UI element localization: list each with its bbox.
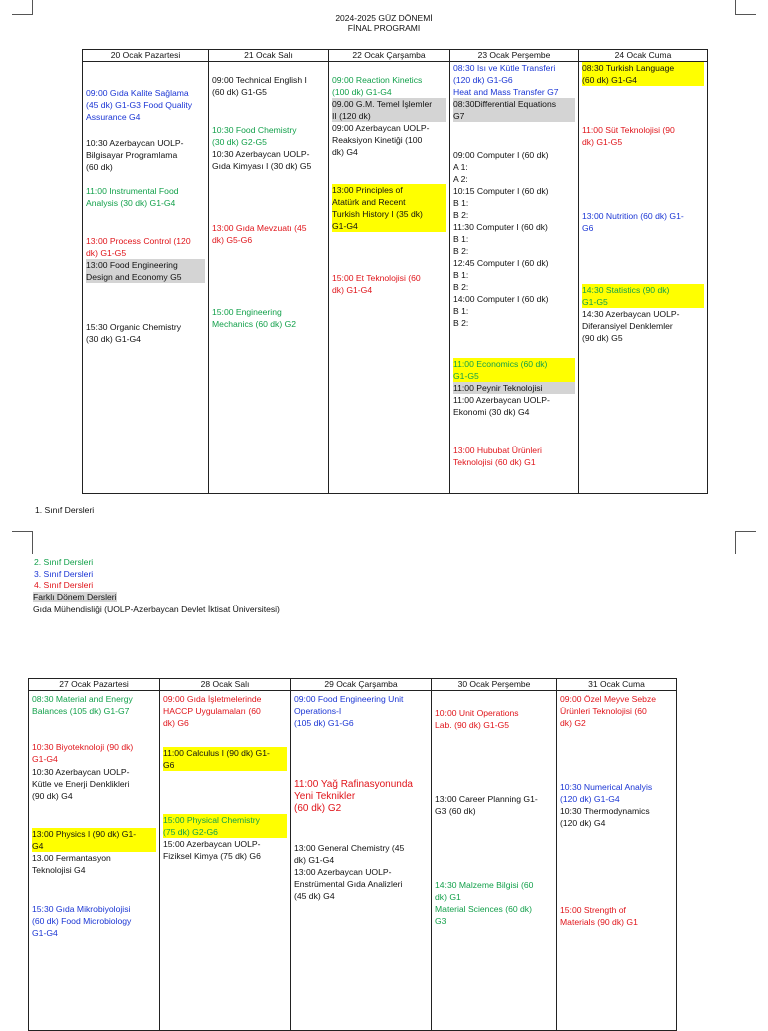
week1-header-row	[83, 50, 708, 62]
exam-entry: 09:00 Food Engineering Unit Operations-I (105 dk) G1-G6	[294, 694, 404, 728]
week2-day-cell	[29, 691, 160, 1031]
crop-mark	[12, 531, 33, 554]
week1-schedule-table	[82, 49, 708, 494]
exam-entry: 10:30 Azerbaycan UOLP- Bilgisayar Programlama (60 dk)	[86, 138, 184, 172]
exam-entry: 13:00 Physics I (90 dk) G1- G4	[32, 828, 156, 852]
exam-entry: 13:00 Process Control (120 dk) G1-G5	[86, 236, 191, 258]
exam-entry: 13:00 Hububat Ürünleri Teknolojisi (60 dk) G1	[453, 445, 542, 467]
exam-entry: 13.00 Fermantasyon Teknolojisi G4	[32, 853, 111, 875]
exam-entry: 11:00 Süt Teknolojisi (90 dk) G1-G5	[582, 125, 675, 147]
exam-entry: 15:00 Strength of Materials (90 dk) G1	[560, 905, 638, 927]
week2-day-header: 30 Ocak Perşembe	[432, 679, 557, 691]
exam-entry: 15:30 Organic Chemistry (30 dk) G1-G4	[86, 322, 182, 344]
week2-day-cell	[160, 691, 291, 1031]
exam-entry: 09:00 Azerbaycan UOLP- Reaksiyon Kinetiği (100 dk) G4	[332, 123, 430, 157]
week2-day-cell	[432, 691, 557, 1031]
exam-entry: 11:00 Calculus I (90 dk) G1- G6	[163, 747, 287, 771]
exam-entry: 10:30 Numerical Analyis (120 dk) G1-G4	[560, 782, 653, 804]
legend-azerbaijan: Gıda Mühendisliği (UOLP-Azerbaycan Devlet İktisat Üniversitesi)	[33, 604, 280, 614]
week2-day-cell	[557, 691, 677, 1031]
week1-day-header: 21 Ocak Salı	[209, 50, 329, 62]
exam-entry: 10:30 Azerbaycan UOLP- Gıda Kimyası I (30 dk) G5	[212, 149, 312, 171]
exam-entry: 11:00 Economics (60 dk) G1-G5	[453, 358, 575, 382]
exam-entry: 13:00 Food Engineering Design and Economy G5	[86, 259, 205, 283]
week2-header-row	[29, 679, 677, 691]
week2-day-header: 31 Ocak Cuma	[557, 679, 677, 691]
exam-entry: 15:00 Engineering Mechanics (60 dk) G2	[212, 307, 297, 329]
exam-entry: 13:00 Nutrition (60 dk) G1- G6	[582, 211, 684, 233]
exam-entry: 10:30 Biyoteknoloji (90 dk) G1-G4	[32, 742, 134, 764]
week1-day-cell	[579, 62, 708, 494]
exam-entry: 13:00 General Chemistry (45 dk) G1-G4	[294, 843, 405, 865]
exam-entry: 13:00 Career Planning G1- G3 (60 dk)	[435, 794, 538, 816]
legend-other-term	[33, 592, 117, 604]
exam-entry: 14:30 Azerbaycan UOLP- Diferansiyel Denklemler (90 dk) G5	[582, 309, 680, 343]
exam-entry: 11:00 Peynir Teknolojisi	[453, 382, 575, 394]
document-header	[0, 13, 768, 33]
exam-entry: 10:30 Thermodynamics (120 dk) G4	[560, 806, 650, 828]
legend-second-year: 2. Sınıf Dersleri	[34, 557, 94, 567]
exam-entry: 09.00 G.M. Temel İşlemler II (120 dk)	[332, 98, 446, 122]
week1-day-header: 24 Ocak Cuma	[579, 50, 708, 62]
week2-day-header: 28 Ocak Salı	[160, 679, 291, 691]
exam-entry: 09:00 Computer I (60 dk) A 1: A 2: 10:15 Computer I (60 dk) B 1: B 2: 11:30 Computer I (60 dk) B 1: B 2: 12:45 Computer I (60 dk) B 1: B 2: 14:00 Computer I (60 dk) B 1: B 2:	[453, 150, 549, 328]
week2-body-row	[29, 691, 677, 1031]
exam-entry: 11:00 Yağ Rafinasyonunda Yeni Teknikler (60 dk) G2	[294, 779, 413, 814]
term-title: 2024-2025 GÜZ DÖNEMİ	[335, 13, 433, 23]
exam-entry: 08:30 Isı ve Kütle Transferi (120 dk) G1-G6 Heat and Mass Transfer G7	[453, 63, 559, 97]
week2-day-cell	[291, 691, 432, 1031]
exam-entry: 10:30 Food Chemistry (30 dk) G2-G5	[212, 125, 297, 147]
legend-third-year: 3. Sınıf Dersleri	[34, 569, 94, 579]
exam-entry: 15:00 Et Teknolojisi (60 dk) G1-G4	[332, 273, 421, 295]
program-title: FİNAL PROGRAMI	[347, 23, 421, 33]
exam-entry: 14:30 Statistics (90 dk) G1-G5	[582, 284, 704, 308]
week1-day-header: 23 Ocak Perşembe	[450, 50, 579, 62]
exam-entry: 09:00 Gıda İşletmelerinde HACCP Uygulamaları (60 dk) G6	[163, 694, 262, 728]
week1-day-header: 20 Ocak Pazartesi	[83, 50, 209, 62]
legend-first-year: 1. Sınıf Dersleri	[35, 505, 95, 515]
week1-day-cell	[450, 62, 579, 494]
exam-entry: 11:00 Azerbaycan UOLP- Ekonomi (30 dk) G4	[453, 395, 550, 417]
exam-entry: 08:30 Material and Energy Balances (105 dk) G1-G7	[32, 694, 133, 716]
week1-day-header: 22 Ocak Çarşamba	[329, 50, 450, 62]
exam-entry: 10:00 Unit Operations Lab. (90 dk) G1-G5	[435, 708, 519, 730]
exam-entry: 13:00 Gıda Mevzuatı (45 dk) G5-G6	[212, 223, 307, 245]
exam-entry: 15:30 Gıda Mikrobiyolojisi (60 dk) Food Microbiology G1-G4	[32, 904, 132, 938]
exam-entry: 09:00 Reaction Kinetics (100 dk) G1-G4	[332, 75, 423, 97]
legend-other-term-label: Farklı Dönem Dersleri	[33, 592, 117, 602]
exam-entry: 14:30 Malzeme Bilgisi (60 dk) G1 Material Sciences (60 dk) G3	[435, 880, 534, 926]
week2-day-header: 27 Ocak Pazartesi	[29, 679, 160, 691]
week1-body-row	[83, 62, 708, 494]
exam-entry: 10:30 Azerbaycan UOLP- Kütle ve Enerji Denklikleri (90 dk) G4	[32, 767, 130, 801]
exam-entry: 08:30Differential Equations G7	[453, 98, 575, 122]
exam-entry: 09:00 Technical English I (60 dk) G1-G5	[212, 75, 307, 97]
exam-entry: 09:00 Özel Meyve Sebze Ürünleri Teknolojisi (60 dk) G2	[560, 694, 657, 728]
exam-entry: 11:00 Instrumental Food Analysis (30 dk) G1-G4	[86, 186, 179, 208]
week1-day-cell	[329, 62, 450, 494]
crop-mark	[735, 531, 756, 554]
exam-entry: 15:00 Physical Chemistry (75 dk) G2-G6	[163, 814, 287, 838]
week2-schedule-table	[28, 678, 677, 1031]
exam-entry: 08:30 Turkish Language (60 dk) G1-G4	[582, 62, 704, 86]
week1-day-cell	[209, 62, 329, 494]
exam-entry: 09:00 Gıda Kalite Sağlama (45 dk) G1-G3 Food Quality Assurance G4	[86, 88, 193, 122]
legend-fourth-year: 4. Sınıf Dersleri	[34, 580, 94, 590]
week2-day-header: 29 Ocak Çarşamba	[291, 679, 432, 691]
week1-day-cell	[83, 62, 209, 494]
exam-entry: 15:00 Azerbaycan UOLP- Fiziksel Kimya (75 dk) G6	[163, 839, 261, 861]
exam-entry: 13:00 Principles of Atatürk and Recent Turkish History I (35 dk) G1-G4	[332, 184, 446, 232]
exam-entry: 13:00 Azerbaycan UOLP- Enstrümental Gıda Analizleri (45 dk) G4	[294, 867, 403, 901]
